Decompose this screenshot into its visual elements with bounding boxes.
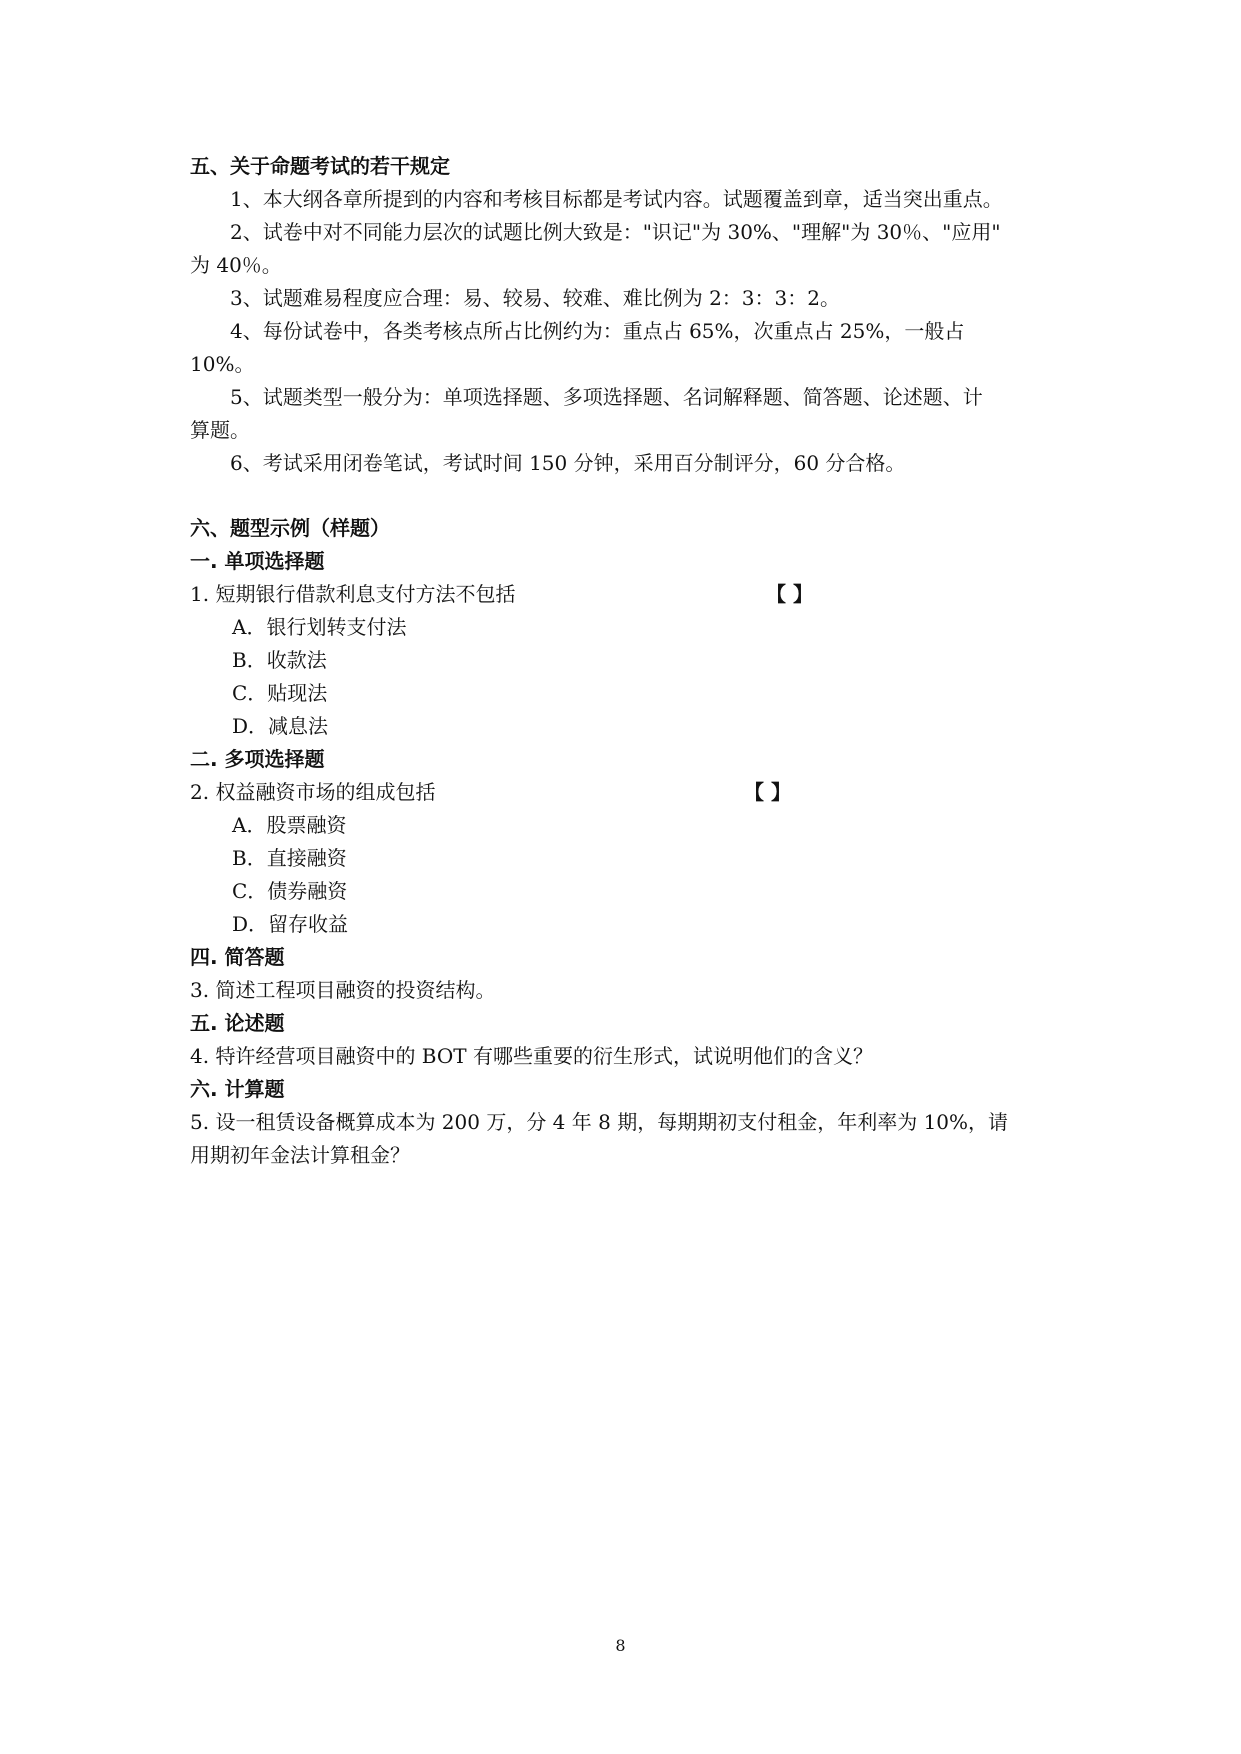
question-5-cont: 用期初年金法计算租金？ xyxy=(190,1143,410,1167)
answer-bracket-1: 【 】 xyxy=(766,582,813,606)
rule-item-1: 1、本大纲各章所提到的内容和考核目标都是考试内容。试题覆盖到章，适当突出重点。 xyxy=(230,187,1003,211)
section-heading-sample-questions: 六、题型示例（样题） xyxy=(190,516,390,540)
section-heading-exam-rules: 五、关于命题考试的若干规定 xyxy=(190,154,450,178)
q2-option-c: C．债券融资 xyxy=(232,879,348,903)
heading-single-choice: 一. 单项选择题 xyxy=(190,549,325,573)
question-2-text: 2. 权益融资市场的组成包括 xyxy=(190,780,436,804)
question-1-emphasis: 不 xyxy=(455,582,476,606)
rule-item-2: 2、试卷中对不同能力层次的试题比例大致是："识记"为 30%、"理解"为 30％、"应用" xyxy=(230,220,1001,244)
q2-option-b: B．直接融资 xyxy=(232,846,347,870)
rule-item-6: 6、考试采用闭卷笔试，考试时间 150 分钟，采用百分制评分，60 分合格。 xyxy=(230,451,906,475)
rule-item-5: 5、试题类型一般分为：单项选择题、多项选择题、名词解释题、简答题、论述题、计 xyxy=(230,385,983,409)
question-2 xyxy=(190,776,1060,809)
q1-option-d: D．减息法 xyxy=(232,714,329,738)
heading-multi-choice: 二. 多项选择题 xyxy=(190,747,325,771)
q1-option-c: C．贴现法 xyxy=(232,681,328,705)
question-1-suffix: 包括 xyxy=(475,582,516,606)
rule-item-2-cont: 为 40％。 xyxy=(190,253,282,277)
rule-item-4-cont: 10%。 xyxy=(190,352,255,376)
answer-bracket-2: 【 】 xyxy=(744,780,791,804)
question-4: 4. 特许经营项目融资中的 BOT 有哪些重要的衍生形式，试说明他们的含义？ xyxy=(190,1044,873,1068)
rule-item-4: 4、每份试卷中，各类考核点所占比例约为：重点占 65%，次重点占 25%，一般占 xyxy=(230,319,965,343)
q2-option-d: D．留存收益 xyxy=(232,912,349,936)
page-number: 8 xyxy=(615,1636,626,1655)
q2-option-a: A．股票融资 xyxy=(232,813,347,837)
q1-option-b: B．收款法 xyxy=(232,648,327,672)
heading-essay: 五. 论述题 xyxy=(190,1011,285,1035)
heading-calculation: 六. 计算题 xyxy=(190,1077,285,1101)
question-1-prefix: 1. 短期银行借款利息支付方法 xyxy=(190,582,456,606)
document-body xyxy=(190,150,1060,1172)
question-5: 5. 设一租赁设备概算成本为 200 万，分 4 年 8 期，每期期初支付租金，年利率为 10%，请 xyxy=(190,1110,1009,1134)
rule-item-3: 3、试题难易程度应合理：易、较易、较难、难比例为 2：3：3：2。 xyxy=(230,286,840,310)
question-3: 3. 简述工程项目融资的投资结构。 xyxy=(190,978,496,1002)
section-gap xyxy=(190,480,1060,512)
heading-short-answer: 四. 简答题 xyxy=(190,945,285,969)
q1-option-a: A．银行划转支付法 xyxy=(232,615,407,639)
question-1 xyxy=(190,578,1060,611)
rule-item-5-cont: 算题。 xyxy=(190,418,250,442)
